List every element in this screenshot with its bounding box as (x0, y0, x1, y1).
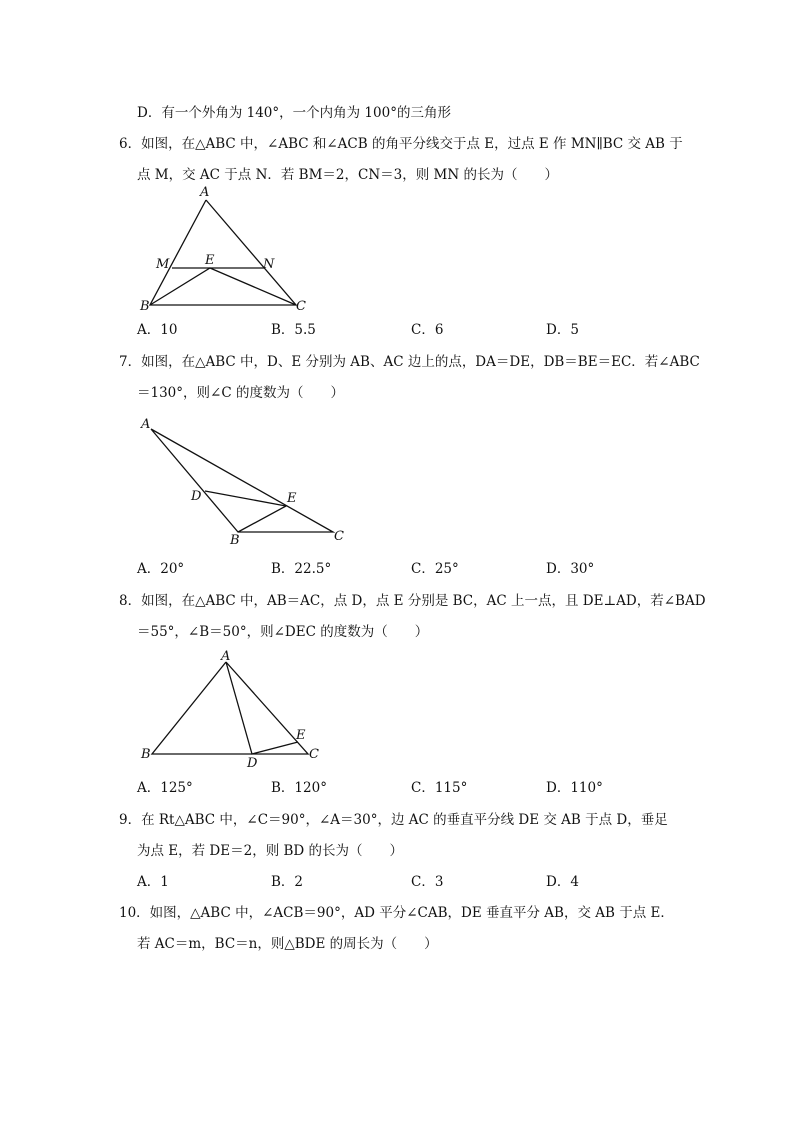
q10-text-line2: 若 AC＝m，BC＝n，则△BDE 的周长为（ ） (137, 936, 438, 952)
q6-label-a: A (200, 185, 210, 200)
q7-option-d: D．30° (546, 561, 595, 577)
q9-text-line2: 为点 E，若 DE＝2，则 BD 的长为（ ） (137, 843, 404, 859)
q8-text-line2: ＝55°，∠B＝50°，则∠DEC 的度数为（ ） (137, 624, 429, 640)
q5-option-d: D．有一个外角为 140°，一个内角为 100°的三角形 (137, 105, 451, 121)
q6-text-line2: 点 M，交 AC 于点 N．若 BM＝2，CN＝3，则 MN 的长为（ ） (137, 167, 558, 183)
q7-label-e: E (287, 491, 297, 506)
q9-option-a: A．1 (137, 874, 169, 890)
q7-label-a: A (141, 417, 151, 432)
q6-label-n: N (263, 257, 275, 272)
q8-option-a: A．125° (137, 780, 193, 796)
q9-option-d: D．4 (546, 874, 579, 890)
q9-text-line1: 9．在 Rt△ABC 中，∠C＝90°，∠A＝30°，边 AC 的垂直平分线 DE 交 AB 于点 D，垂足 (119, 812, 668, 828)
q9-option-c: C．3 (411, 874, 444, 890)
q8-label-e: E (296, 728, 306, 743)
q6-triangle-abc (150, 200, 296, 305)
q6-text-line1: 6．如图，在△ABC 中，∠ABC 和∠ACB 的角平分线交于点 E，过点 E 作 MN∥BC 交 AB 于 (119, 136, 683, 152)
q7-label-d: D (191, 489, 202, 504)
q8-options (0, 779, 794, 797)
q7-option-b: B．22.5° (271, 561, 332, 577)
q6-option-d: D．5 (546, 322, 579, 338)
q7-label-c: C (334, 529, 344, 544)
q8-text-line1: 8．如图，在△ABC 中，AB＝AC，点 D，点 E 分别是 BC，AC 上一点，且 DE⊥AD，若∠BAD (119, 593, 706, 609)
q7-options (0, 560, 794, 578)
q6-label-b: B (140, 299, 150, 314)
q8-option-d: D．110° (546, 780, 603, 796)
q7-segments-de-eb (205, 491, 286, 532)
q6-label-m: M (156, 257, 170, 272)
q6-option-b: B．5.5 (271, 322, 316, 338)
q7-option-c: C．25° (411, 561, 459, 577)
q6-segments-be-ec (150, 268, 296, 305)
q6-label-c: C (296, 299, 306, 314)
q9-options (0, 873, 794, 891)
q7-figure (135, 412, 350, 547)
q8-label-c: C (309, 747, 319, 762)
q8-segments-ad-de (226, 662, 298, 754)
q8-figure (135, 645, 335, 775)
q8-option-b: B．120° (271, 780, 327, 796)
q7-text-line2: ＝130°，则∠C 的度数为（ ） (137, 385, 344, 401)
q6-label-e: E (205, 253, 215, 268)
q7-option-a: A．20° (137, 561, 185, 577)
q7-text-line1: 7．如图，在△ABC 中，D、E 分别为 AB、AC 边上的点，DA＝DE，DB＝BE＝EC．若∠ABC (119, 354, 700, 370)
q10-text-line1: 10．如图，△ABC 中，∠ACB＝90°，AD 平分∠CAB，DE 垂直平分 AB，交 AB 于点 E． (119, 905, 674, 921)
q8-label-a: A (221, 649, 231, 664)
q8-label-d: D (247, 756, 258, 771)
q6-option-a: A．10 (137, 322, 178, 338)
q8-option-c: C．115° (411, 780, 468, 796)
q6-figure (130, 185, 306, 315)
q7-label-b: B (230, 533, 240, 548)
q6-option-c: C．6 (411, 322, 444, 338)
q8-label-b: B (141, 747, 151, 762)
q6-options (0, 321, 794, 339)
q7-triangle-abc (151, 429, 333, 532)
q9-option-b: B．2 (271, 874, 304, 890)
